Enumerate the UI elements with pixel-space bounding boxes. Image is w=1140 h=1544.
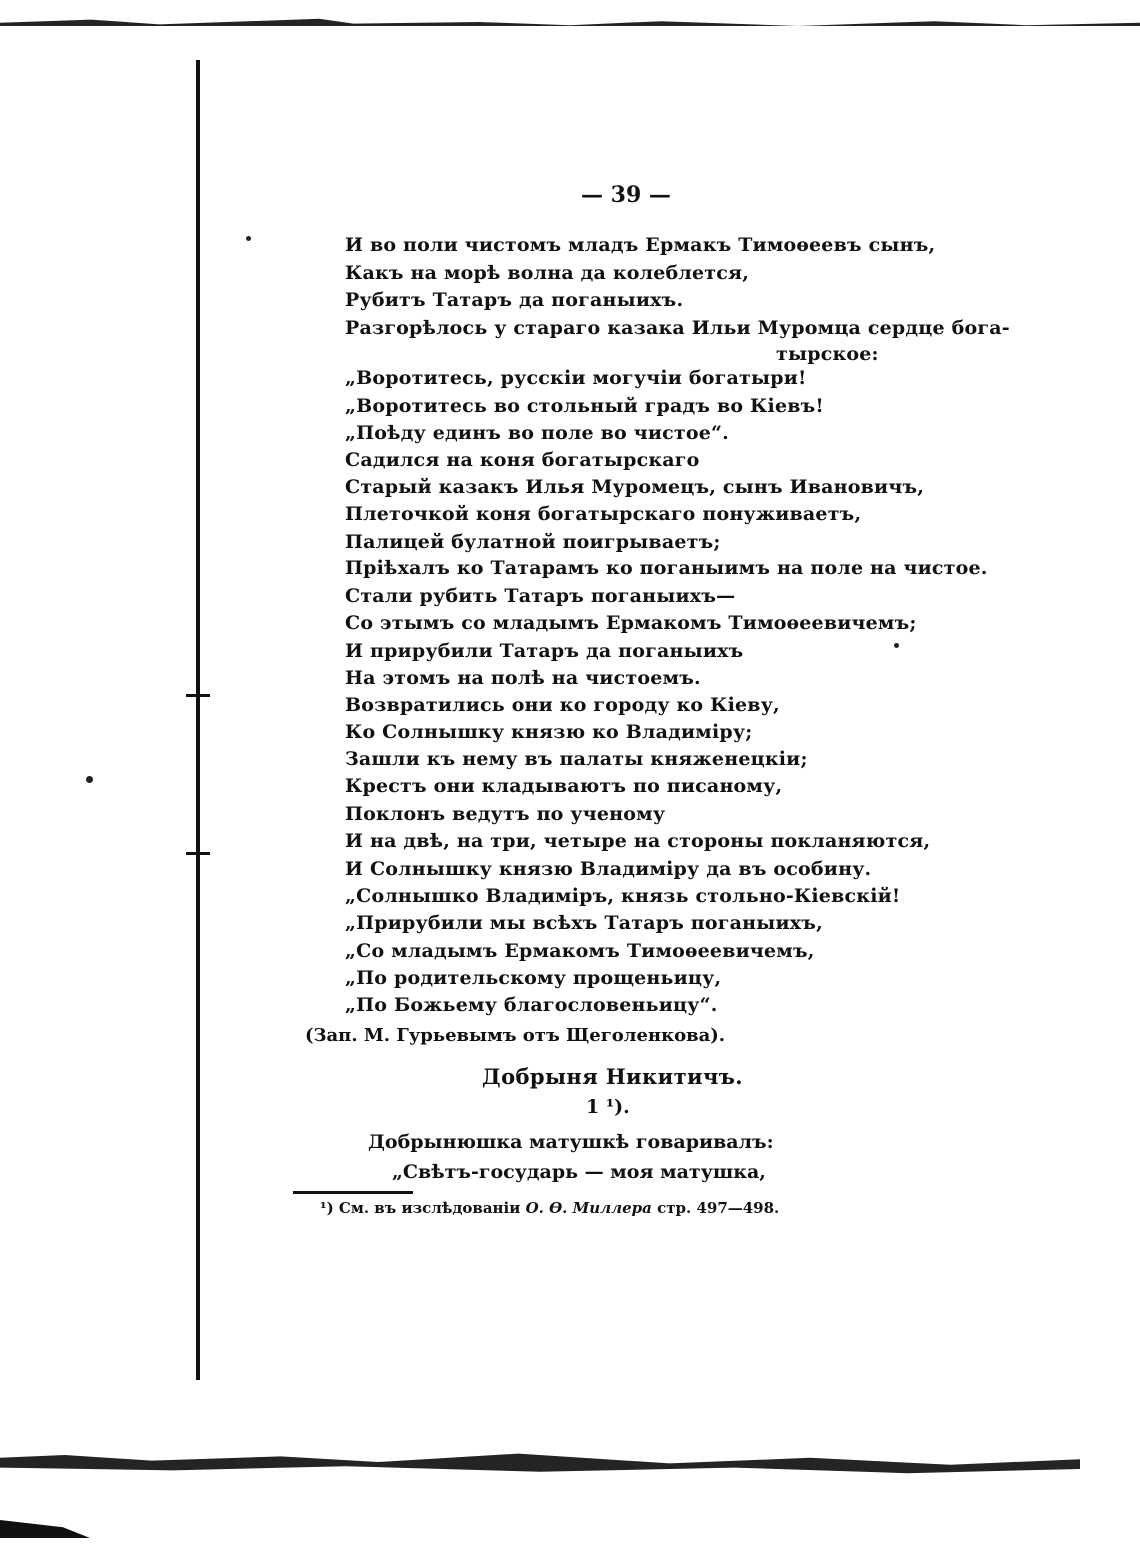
scan-speck — [86, 776, 93, 783]
verse-line: Плеточкой коня богатырскаго понуживаетъ, — [345, 503, 862, 525]
verse-line: Возвратились они ко городу ко Кіеву, — [345, 694, 780, 716]
verse-line: „По Божьему благословеньицу“. — [345, 994, 718, 1016]
verse-line: И Солнышку князю Владиміру да въ особину. — [345, 858, 872, 880]
left-margin-rule — [196, 60, 200, 1380]
section-number: 1 ¹). — [586, 1096, 630, 1118]
verse-line: Со этымъ со младымъ Ермакомъ Тимоѳеевичемъ; — [345, 612, 917, 634]
verse-line: „Воротитесь, русскіи могучіи богатыри! — [345, 367, 807, 389]
verse-line: Пріѣхалъ ко Татарамъ ко поганыимъ на поле на чистое. — [345, 557, 988, 579]
verse-line: Зашли къ нему въ палаты княженецкіи; — [345, 748, 808, 770]
section-title: Добрыня Никитичъ. — [482, 1064, 743, 1089]
footnote — [320, 1199, 779, 1217]
verse-line: „Воротитесь во стольный градъ во Кіевъ! — [345, 395, 824, 417]
verse-line: „Солнышко Владиміръ, князь стольно-Кіевскій! — [345, 885, 901, 907]
scan-speck — [894, 643, 899, 648]
section-line: „Свѣтъ-государь — моя матушка, — [392, 1161, 766, 1183]
verse-line: И на двѣ, на три, четыре на стороны покланяются, — [345, 830, 931, 852]
footnote-prefix: ¹) См. въ изслѣдованіи — [320, 1199, 521, 1217]
verse-line: И во поли чистомъ младъ Ермакъ Тимоѳеевъ сынъ, — [345, 234, 936, 256]
page-number: — 39 — — [581, 182, 671, 208]
verse-line: Какъ на морѣ волна да колеблется, — [345, 262, 750, 284]
verse-line: „Со младымъ Ермакомъ Тимоѳеевичемъ, — [345, 940, 815, 962]
scan-bottom-edge — [0, 1448, 1080, 1476]
verse-line: тырское: — [776, 343, 879, 365]
verse-line: Стали рубить Татаръ поганыихъ— — [345, 585, 736, 607]
margin-brace-mark — [186, 852, 210, 855]
verse-line: И прирубили Татаръ да поганыихъ — [345, 640, 744, 662]
footnote-suffix: стр. 497—498. — [657, 1199, 780, 1217]
verse-line: Поклонъ ведутъ по ученому — [345, 803, 666, 825]
verse-line: Садился на коня богатырскаго — [345, 449, 700, 471]
section-line: Добрынюшка матушкѣ говаривалъ: — [368, 1131, 774, 1153]
source-note: (Зап. М. Гурьевымъ отъ Щеголенкова). — [305, 1025, 726, 1046]
verse-line: Палицей булатной поигрываетъ; — [345, 531, 721, 553]
verse-line: Разгорѣлось у стараго казака Ильи Муромца сердце бога- — [345, 317, 1010, 339]
verse-line: На этомъ на полѣ на чистоемъ. — [345, 667, 701, 689]
scan-bottom-corner — [0, 1520, 90, 1538]
footnote-rule — [293, 1191, 413, 1194]
scan-speck — [246, 236, 251, 241]
verse-line: Рубитъ Татаръ да поганыихъ. — [345, 289, 684, 311]
footnote-author: О. Ѳ. Миллера — [525, 1199, 652, 1217]
scan-top-edge — [0, 18, 1140, 26]
verse-line: Старый казакъ Илья Муромецъ, сынъ Ивановичъ, — [345, 476, 925, 498]
verse-line: „Поѣду единъ во поле во чистое“. — [345, 422, 729, 444]
verse-line: Крестъ они кладываютъ по писаному, — [345, 775, 783, 797]
verse-line: „Прирубили мы всѣхъ Татаръ поганыихъ, — [345, 912, 823, 934]
margin-brace-mark — [186, 694, 210, 697]
verse-line: „По родительскому прощеньицу, — [345, 967, 722, 989]
verse-line: Ко Солнышку князю ко Владиміру; — [345, 721, 753, 743]
